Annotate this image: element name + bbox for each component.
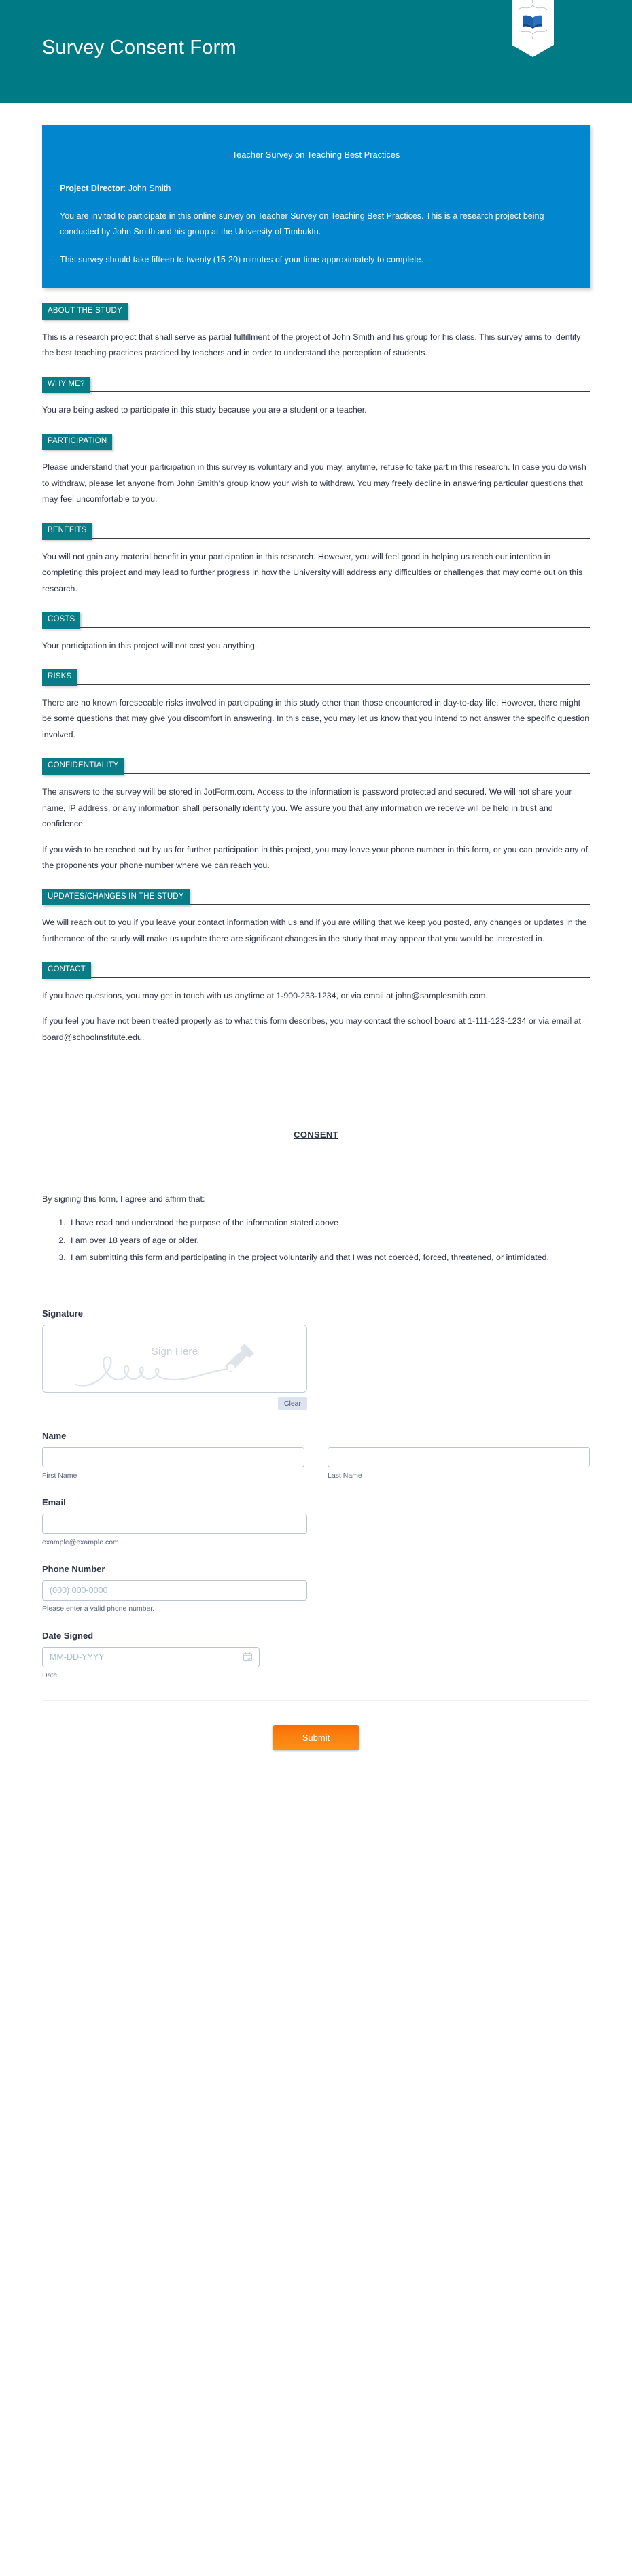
- section-about-the-study: [42, 303, 590, 362]
- section-participation: [42, 434, 590, 508]
- signature-pad[interactable]: [42, 1325, 307, 1393]
- school-logo: [512, 0, 554, 57]
- section-paragraph: You will not gain any material benefit in your participation in this research. However, you will feel good in helping us reach our intention in completing this project and may lead to further progress in how the University will address any difficulties or challenges that may come out on this research.: [42, 551, 583, 593]
- first-name-input[interactable]: [42, 1447, 304, 1467]
- phone-label: Phone Number: [42, 1563, 105, 1574]
- section-rule: [77, 684, 590, 685]
- section-paragraph: We will reach out to you if you leave your contact information with us and if you are willing that we keep you posted, any changes or updates in the furtherance of the study will make us update there are significant changes in the study that may appear that you would be interested in.: [42, 918, 587, 943]
- name-row: [42, 1447, 590, 1480]
- intro-title: Teacher Survey on Teaching Best Practices: [232, 150, 400, 160]
- email-sublabel: example@example.com: [42, 1537, 119, 1546]
- consent-lead: By signing this form, I agree and affirm that:: [42, 1194, 205, 1204]
- date-signed-input[interactable]: [42, 1647, 260, 1667]
- project-director-separator: :: [123, 183, 128, 193]
- last-name-input[interactable]: [328, 1447, 590, 1467]
- section-costs: [42, 612, 590, 654]
- section-paragraph: There are no known foreseeable risks involved in participating in this study other than those encountered in day-to-day life. However, there might be some questions that may give you discomfort in answering. In this case, you may let us know that you intend to not answer the specific question involved.: [42, 697, 590, 739]
- submit-button[interactable]: Submit: [273, 1725, 359, 1750]
- phone-input[interactable]: [42, 1580, 307, 1601]
- intro-paragraph-2: This survey should take fifteen to twenty (15-20) minutes of your time approximately to complete.: [60, 255, 423, 265]
- section-paragraph: This is a research project that shall serve as partial fulfillment of the project of John Smith and his group for his class. This survey aims to identify the best teaching practices practiced by teachers and in order to understand the perception of students.: [42, 332, 581, 358]
- date-signed-sublabel: Date: [42, 1671, 58, 1679]
- phone-sublabel: Please enter a valid phone number.: [42, 1604, 155, 1613]
- signature-clear-row: [42, 1397, 307, 1410]
- section-heading: [42, 962, 590, 979]
- section-heading: [42, 889, 590, 906]
- section-rule: [91, 977, 590, 978]
- section-updates-changes-in-the-study: [42, 889, 590, 947]
- project-director-name: John Smith: [128, 183, 171, 193]
- section-paragraph: If you wish to be reached out by us for further participation in this project, you may leave your phone number in this form, or you can provide any of the proponents your phone number where we can reach you.: [42, 844, 589, 871]
- section-heading: [42, 612, 590, 629]
- submit-row: [42, 1701, 590, 1775]
- section-paragraph: If you feel you have not been treated properly as to what this form describes, you may contact the school board at 1-111-123-1234 or via email at board@schoolinstitute.edu.: [42, 1016, 581, 1043]
- section-badge: COSTS: [42, 612, 80, 629]
- signature-placeholder: Sign Here: [151, 1345, 198, 1357]
- section-why-me: [42, 377, 590, 419]
- section-badge: CONTACT: [42, 962, 91, 979]
- list-item: 3. I am submitting this form and participating in the project voluntarily and that I was not coerced, forced, threatened, or intimidated.: [68, 1250, 590, 1266]
- page-title: Survey Consent Form: [42, 37, 236, 58]
- email-label: Email: [42, 1497, 66, 1508]
- name-field: [42, 1431, 590, 1480]
- signature-label: Signature: [42, 1308, 83, 1319]
- date-input-wrap: [42, 1647, 260, 1667]
- phone-field: [42, 1564, 590, 1613]
- first-name-group: [42, 1447, 304, 1480]
- book-banner-logo-icon: [512, 0, 554, 57]
- section-badge: BENEFITS: [42, 523, 92, 540]
- section-badge: RISKS: [42, 669, 77, 686]
- section-heading: [42, 669, 590, 686]
- section-heading: [42, 377, 590, 394]
- form-header: [0, 0, 632, 103]
- section-paragraph: The answers to the survey will be stored in JotForm.com. Access to the information is password protected and secured. We will not share your name, IP address, or any information shall personally identify you. We assure you that any information we receive will be held in trust and confidence.: [42, 786, 572, 829]
- section-rule: [92, 538, 590, 539]
- intro-paragraph-1: You are invited to participate in this online survey on Teacher Survey on Teaching Best Practices. This is a research project being conducted by John Smith and his group at the University of Timbuktu.: [60, 211, 544, 237]
- section-heading: [42, 523, 590, 540]
- section-rule: [124, 773, 590, 774]
- section-paragraph: You are being asked to participate in this study because you are a student or a teacher.: [42, 405, 367, 415]
- section-heading: [42, 758, 590, 775]
- section-contact: [42, 962, 590, 1045]
- section-rule: [90, 391, 590, 392]
- phone-input-wrap: [42, 1580, 307, 1601]
- section-rule: [80, 627, 590, 628]
- date-signed-field: [42, 1631, 590, 1679]
- list-item: 1. I have read and understood the purpose of the information stated above: [68, 1215, 590, 1232]
- section-rule: [190, 904, 590, 905]
- section-badge: PARTICIPATION: [42, 434, 112, 451]
- section-risks: [42, 669, 590, 743]
- section-badge: CONFIDENTIALITY: [42, 758, 124, 775]
- section-benefits: [42, 523, 590, 597]
- first-name-sublabel: First Name: [42, 1471, 77, 1480]
- last-name-sublabel: Last Name: [328, 1471, 362, 1480]
- email-field: [42, 1497, 590, 1546]
- section-confidentiality: [42, 758, 590, 873]
- project-director-label: Project Director: [60, 183, 124, 193]
- section-badge: UPDATES/CHANGES IN THE STUDY: [42, 889, 190, 906]
- list-item: 2. I am over 18 years of age or older.: [68, 1233, 590, 1249]
- section-heading: [42, 434, 590, 451]
- section-paragraph: Please understand that your participation in this survey is voluntary and you may, anytime, refuse to take part in this research. In case you do wish to withdraw, please let anyone from John Smith's group know your wish to withdraw. You may freely decline in answering particular questions that may feel uncomfortable to you.: [42, 462, 586, 504]
- email-input[interactable]: [42, 1514, 307, 1534]
- section-badge: WHY ME?: [42, 377, 90, 394]
- intro-box: [42, 125, 590, 288]
- signature-flourish-icon: [43, 1325, 307, 1393]
- date-signed-label: Date Signed: [42, 1630, 94, 1641]
- name-label: Name: [42, 1430, 67, 1441]
- section-badge: ABOUT THE STUDY: [42, 303, 128, 320]
- clear-signature-button[interactable]: Clear: [278, 1397, 307, 1410]
- project-director-line: [60, 181, 572, 196]
- consent-list: [42, 1215, 590, 1266]
- section-paragraph: Your participation in this project will not cost you anything.: [42, 640, 258, 650]
- consent-heading: CONSENT: [294, 1129, 338, 1140]
- email-input-wrap: [42, 1514, 307, 1534]
- last-name-group: [328, 1447, 590, 1480]
- section-paragraph: If you have questions, you may get in touch with us anytime at 1-900-233-1234, or via email at john@samplesmith.com.: [42, 990, 488, 1000]
- section-heading: [42, 303, 590, 320]
- signature-field: [42, 1308, 590, 1410]
